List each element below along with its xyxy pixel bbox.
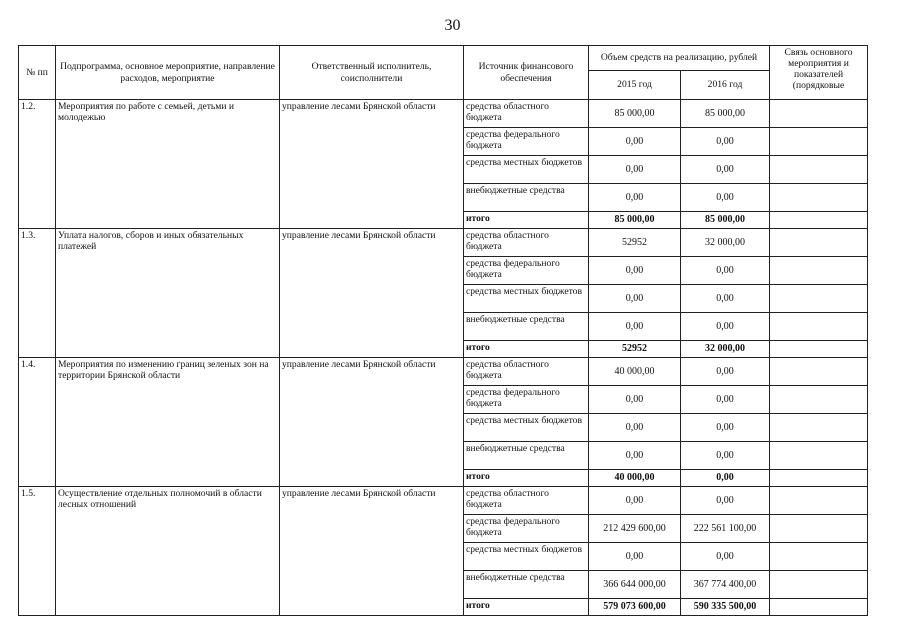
header-num: № пп [19,46,56,100]
amount-2016: 0,00 [681,128,770,156]
amount-2015: 0,00 [589,257,681,285]
amount-2016: 0,00 [681,487,770,515]
amount-2015: 0,00 [589,156,681,184]
total-2015: 40 000,00 [589,470,681,487]
total-2016: 85 000,00 [681,212,770,229]
amount-2015: 0,00 [589,487,681,515]
header-subprogram: Подпрограмма, основное мероприятие, направление расходов, мероприятие [56,46,280,100]
funding-source-label: средства местных бюджетов [464,156,589,184]
amount-2016: 0,00 [681,358,770,386]
header-row [19,46,868,71]
row-executor: управление лесами Брянской области [280,100,464,229]
amount-2015: 0,00 [589,128,681,156]
budget-table [18,45,868,616]
link-cell [770,599,868,616]
funding-source-label: средства федерального бюджета [464,386,589,414]
funding-source-label: средства местных бюджетов [464,414,589,442]
row-activity-name: Мероприятия по работе с семьей, детьми и молодежью [56,100,280,229]
row-activity-name: Осуществление отдельных полномочий в области лесных отношений [56,487,280,616]
amount-2015: 0,00 [589,184,681,212]
amount-2015: 0,00 [589,386,681,414]
total-label: итого [464,470,589,487]
funding-source-label: средства областного бюджета [464,100,589,128]
amount-2015: 212 429 600,00 [589,515,681,543]
row-number: 1.2. [19,100,56,229]
amount-2015: 0,00 [589,442,681,470]
amount-2016: 85 000,00 [681,100,770,128]
funding-source-label: внебюджетные средства [464,313,589,341]
link-cell [770,487,868,515]
link-cell [770,257,868,285]
table-row [19,100,868,128]
amount-2016: 0,00 [681,156,770,184]
total-label: итого [464,212,589,229]
amount-2016: 0,00 [681,313,770,341]
header-link: Связь основного мероприятия и показателей (порядковые [770,46,868,100]
link-cell [770,285,868,313]
funding-source-label: средства областного бюджета [464,229,589,257]
total-2016: 590 335 500,00 [681,599,770,616]
link-cell [770,100,868,128]
row-activity-name: Мероприятия по изменению границ зеленых зон на территории Брянской области [56,358,280,487]
total-2016: 0,00 [681,470,770,487]
amount-2016: 367 774 400,00 [681,571,770,599]
row-number: 1.3. [19,229,56,358]
total-2015: 52952 [589,341,681,358]
row-number: 1.4. [19,358,56,487]
funding-source-label: средства местных бюджетов [464,285,589,313]
amount-2015: 85 000,00 [589,100,681,128]
link-cell [770,358,868,386]
total-2015: 579 073 600,00 [589,599,681,616]
header-executor: Ответственный исполнитель, соисполнители [280,46,464,100]
total-2015: 85 000,00 [589,212,681,229]
amount-2016: 0,00 [681,257,770,285]
link-cell [770,212,868,229]
amount-2016: 0,00 [681,184,770,212]
amount-2015: 0,00 [589,313,681,341]
row-executor: управление лесами Брянской области [280,229,464,358]
link-cell [770,442,868,470]
link-cell [770,184,868,212]
link-cell [770,313,868,341]
amount-2015: 52952 [589,229,681,257]
table-row [19,358,868,386]
funding-source-label: средства областного бюджета [464,487,589,515]
funding-source-label: средства областного бюджета [464,358,589,386]
link-cell [770,341,868,358]
link-cell [770,571,868,599]
row-executor: управление лесами Брянской области [280,358,464,487]
amount-2016: 0,00 [681,442,770,470]
row-executor: управление лесами Брянской области [280,487,464,616]
link-cell [770,229,868,257]
link-cell [770,386,868,414]
link-cell [770,128,868,156]
amount-2015: 0,00 [589,543,681,571]
link-cell [770,515,868,543]
amount-2015: 366 644 000,00 [589,571,681,599]
total-label: итого [464,599,589,616]
link-cell [770,156,868,184]
amount-2016: 0,00 [681,285,770,313]
table-row [19,229,868,257]
amount-2015: 40 000,00 [589,358,681,386]
amount-2015: 0,00 [589,414,681,442]
row-activity-name: Уплата налогов, сборов и иных обязательных платежей [56,229,280,358]
header-volume: Объем средств на реализацию, рублей [589,46,770,71]
table-row [19,487,868,515]
funding-source-label: средства федерального бюджета [464,128,589,156]
page-number: 30 [444,17,461,34]
row-number: 1.5. [19,487,56,616]
funding-source-label: внебюджетные средства [464,184,589,212]
header-year-2015: 2015 год [589,71,681,100]
amount-2015: 0,00 [589,285,681,313]
amount-2016: 222 561 100,00 [681,515,770,543]
table-body [19,100,868,616]
funding-source-label: средства местных бюджетов [464,543,589,571]
link-cell [770,470,868,487]
amount-2016: 0,00 [681,386,770,414]
amount-2016: 0,00 [681,414,770,442]
amount-2016: 32 000,00 [681,229,770,257]
total-2016: 32 000,00 [681,341,770,358]
amount-2016: 0,00 [681,543,770,571]
funding-source-label: средства федерального бюджета [464,515,589,543]
total-label: итого [464,341,589,358]
funding-source-label: внебюджетные средства [464,571,589,599]
link-cell [770,543,868,571]
link-cell [770,414,868,442]
funding-source-label: внебюджетные средства [464,442,589,470]
funding-source-label: средства федерального бюджета [464,257,589,285]
header-year-2016: 2016 год [681,71,770,100]
header-source: Источник финансового обеспечения [464,46,589,100]
